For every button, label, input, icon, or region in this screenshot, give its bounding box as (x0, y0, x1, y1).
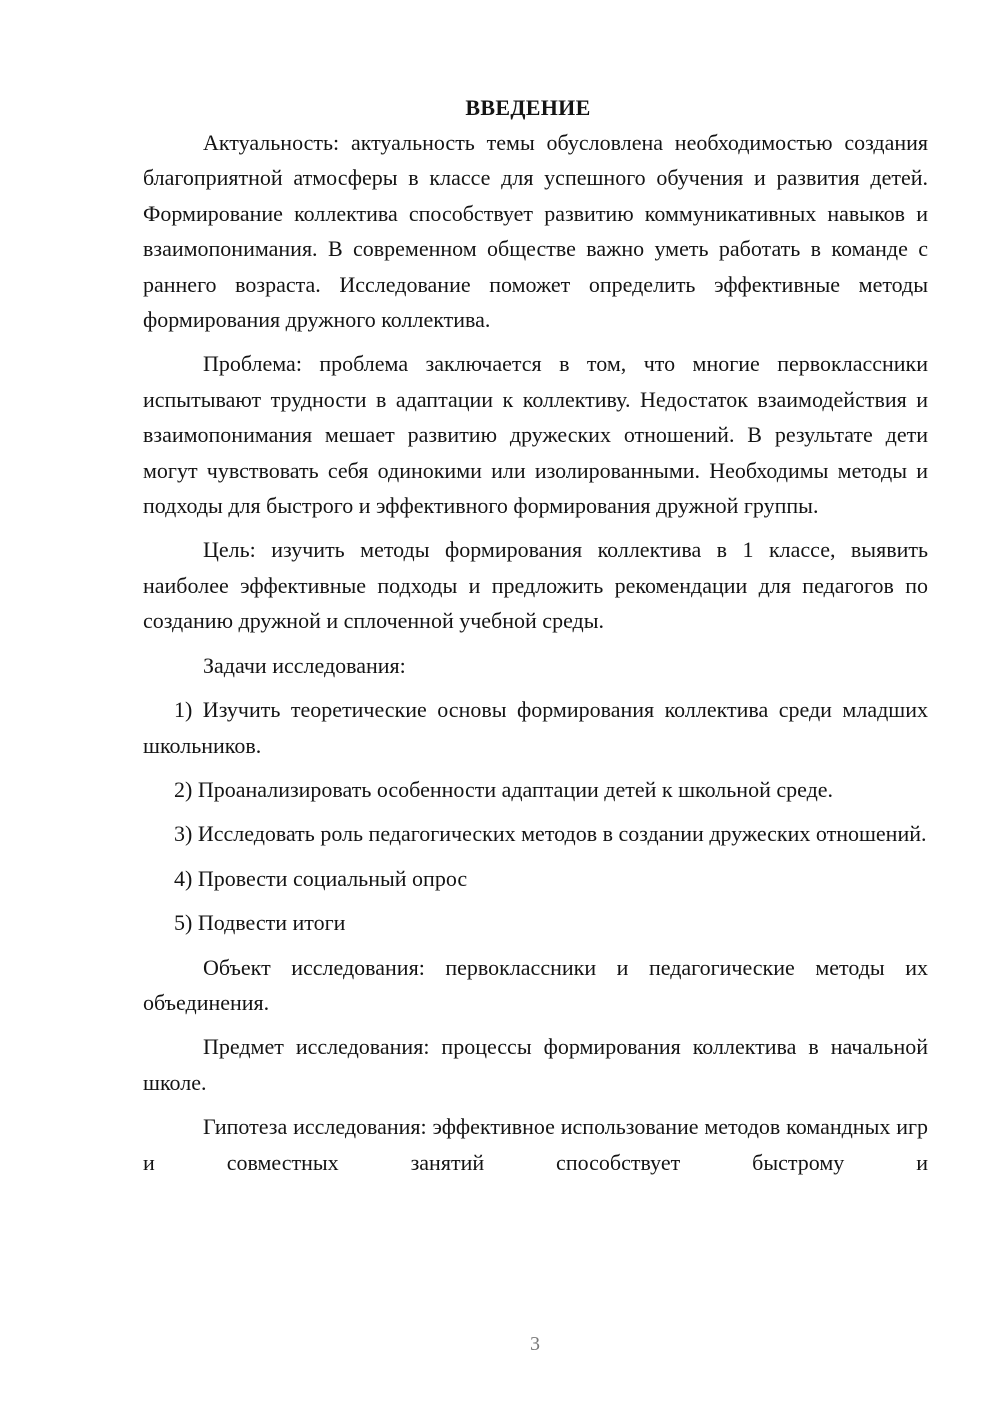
tasks-heading: Задачи исследования: (203, 652, 406, 678)
object-paragraph: Объект исследования: первоклассники и педагогические методы их объединения. (143, 954, 928, 1015)
task-item-3: 3) Исследовать роль педагогических методов в создании дружеских отношений. (174, 821, 927, 847)
task-item-4: 4) Провести социальный опрос (174, 865, 468, 891)
section-title: ВВЕДЕНИЕ (465, 95, 591, 120)
task-item-1: 1) Изучить теоретические основы формирования коллектива среди младших школьников. (143, 697, 928, 758)
relevance-paragraph: Актуальность: актуальность темы обусловлена необходимостью создания благоприятной атмосферы в классе для успешного обучения и развития детей. Формирование коллектива способствует развитию коммуникативных навыков и взаимопонимания. В современном обществе важно уметь работать в команде с раннего возраста. Исследование поможет определить эффективные методы формирования дружного коллектива. (143, 130, 928, 333)
task-item-5: 5) Подвести итоги (174, 910, 346, 936)
document-page (143, 90, 928, 1189)
task-item-2: 2) Проанализировать особенности адаптации детей к школьной среде. (174, 776, 834, 802)
subject-paragraph: Предмет исследования: процессы формирования коллектива в начальной школе. (143, 1034, 928, 1095)
goal-paragraph: Цель: изучить методы формирования коллектива в 1 классе, выявить наиболее эффективные подходы и предложить рекомендации для педагогов по созданию дружной и сплоченной учебной среды. (143, 537, 928, 634)
problem-paragraph: Проблема: проблема заключается в том, что многие первоклассники испытывают трудности в адаптации к коллективу. Недостаток взаимодействия и взаимопонимания мешает развитию дружеских отношений. В результате дети могут чувствовать себя одинокими или изолированными. Необходимы методы и подходы для быстрого и эффективного формирования дружной группы. (143, 351, 928, 519)
page-number: 3 (530, 1333, 540, 1355)
hypothesis-paragraph: Гипотеза исследования: эффективное использование методов командных игр и совместных занятий способствует быстрому и (143, 1114, 928, 1175)
